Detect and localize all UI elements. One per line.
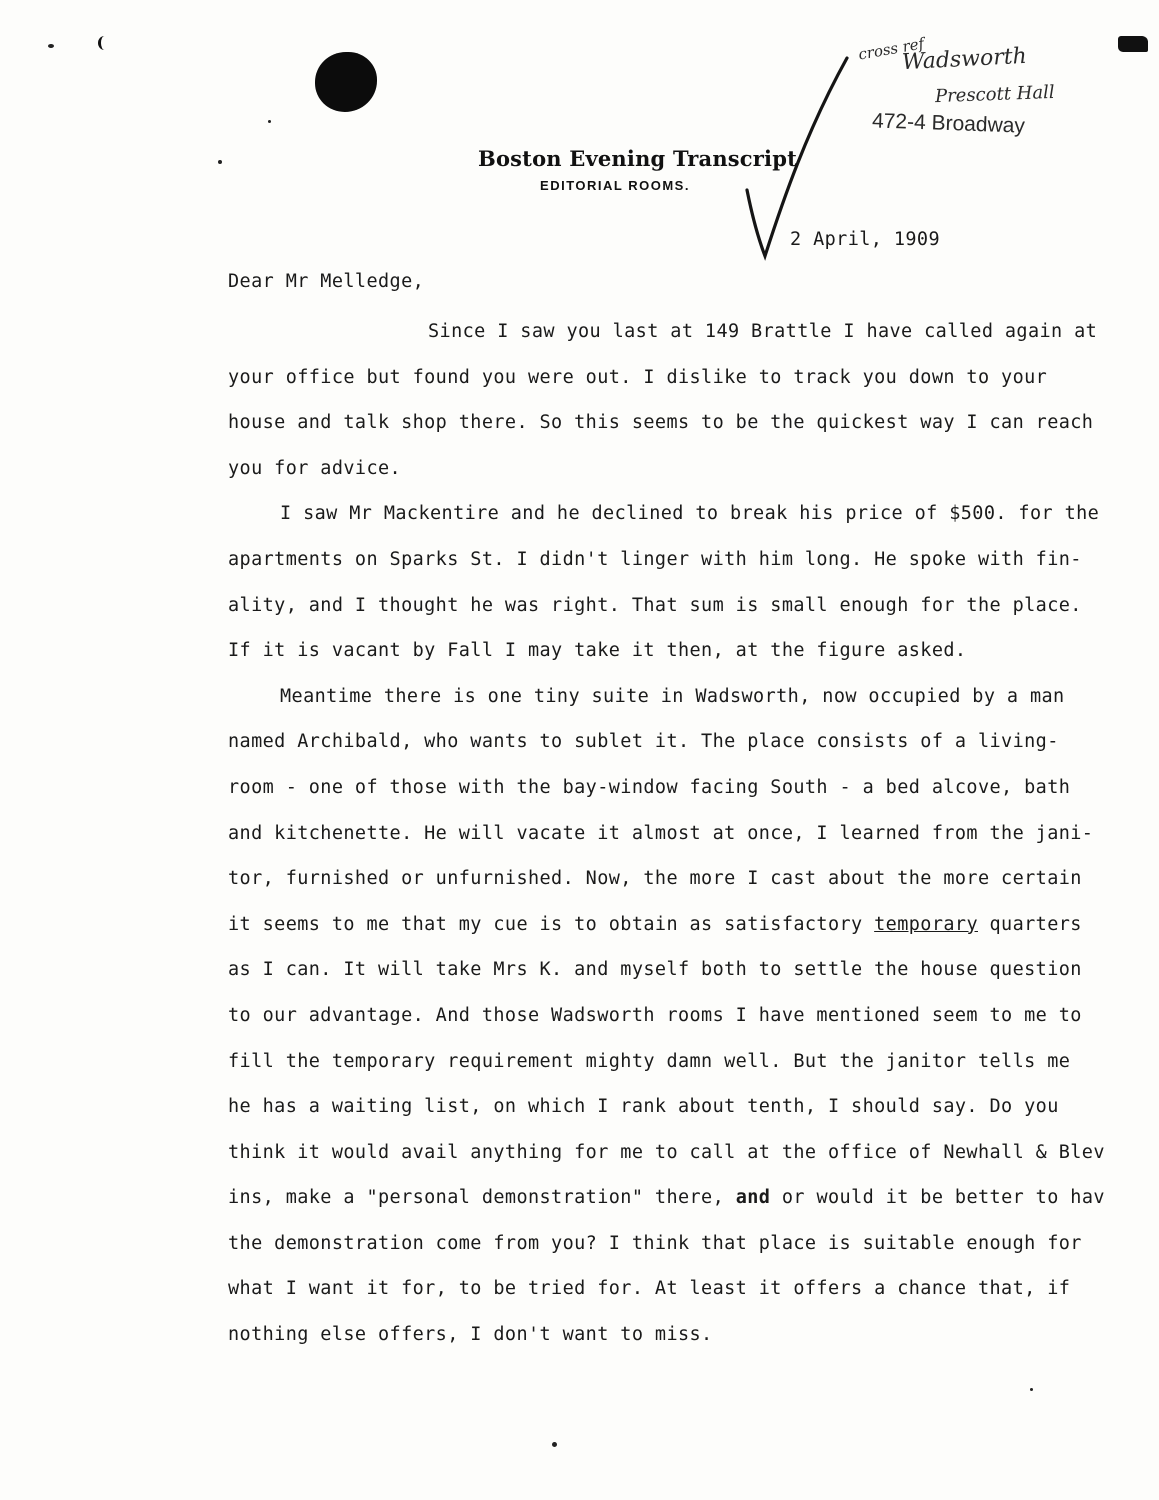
overstruck-word: and [735,1187,771,1209]
body-line: your office but found you were out. I dislike to track you down to your [228,366,1048,388]
annotation-address: 472-4 Broadway [871,109,1026,138]
body-line: what I want it for, to be tried for. At least it offers a chance that, if [228,1278,1071,1300]
body-line: If it is vacant by Fall I may take it then, at the figure asked. [228,640,967,662]
ink-speck [218,160,222,164]
body-line: think it would avail anything for me to call at the office of Newhall & Blev [228,1141,1105,1163]
ink-blot [315,52,377,112]
annotation-wadsworth: Wadsworth [901,43,1028,76]
salutation: Dear Mr Melledge, [228,271,425,292]
body-line: and kitchenette. He will vacate it almost at once, I learned from the jani- [228,822,1094,844]
body-line: nothing else offers, I don't want to miss. [228,1324,713,1346]
annotation-cross-ref: cross ref [856,34,926,64]
body-line-text: ins, make a "personal demonstration" there, [228,1187,725,1209]
ink-speck [1030,1388,1033,1391]
corner-ink-mark [1118,36,1148,52]
letterhead-title: Boston Evening Transcript [478,146,798,171]
body-line: you for advice. [228,457,402,479]
body-line: named Archibald, who wants to sublet it. The place consists of a living- [228,731,1059,753]
body-line: house and talk shop there. So this seems to be the quickest way I can reach [228,412,1094,434]
body-line: ality, and I thought he was right. That sum is small enough for the place. [228,594,1082,616]
body-line-text: or would it be better to hav [770,1187,1105,1209]
body-line: apartments on Sparks St. I didn't linger with him long. He spoke with fin- [228,548,1082,570]
body-line: to our advantage. And those Wadsworth rooms I have mentioned seem to me to [228,1004,1082,1026]
underlined-word: temporary [874,913,978,935]
body-line: fill the temporary requirement mighty damn well. But the janitor tells me [228,1050,1071,1072]
body-line: Meantime there is one tiny suite in Wadsworth, now occupied by a man [280,685,1065,707]
body-line: the demonstration come from you? I think that place is suitable enough for [228,1232,1082,1254]
body-line: room - one of those with the bay-window facing South - a bed alcove, bath [228,776,1071,798]
letter-body [228,309,1108,1358]
ink-speck [268,120,271,123]
ink-speck [552,1442,557,1447]
ink-hook-mark [98,36,111,50]
body-line [228,902,1108,948]
body-line-text: quarters [977,913,1082,935]
body-line: Since I saw you last at 149 Brattle I have called again at [428,321,1098,342]
body-line [228,1175,1108,1221]
body-line: he has a waiting list, on which I rank about tenth, I should say. Do you [228,1096,1059,1118]
body-line: as I can. It will take Mrs K. and myself both to settle the house question [228,959,1082,981]
body-line: I saw Mr Mackentire and he declined to break his price of $500. for the [280,503,1100,525]
ink-speck [48,44,54,48]
body-line: tor, furnished or unfurnished. Now, the more I cast about the more certain [228,868,1082,890]
letterhead-subtitle: EDITORIAL ROOMS. [540,178,690,193]
letter-date: 2 April, 1909 [790,229,940,250]
body-line-text: it seems to me that my cue is to obtain as satisfactory [228,913,863,935]
annotation-prescott-hall: Prescott Hall [934,81,1055,108]
